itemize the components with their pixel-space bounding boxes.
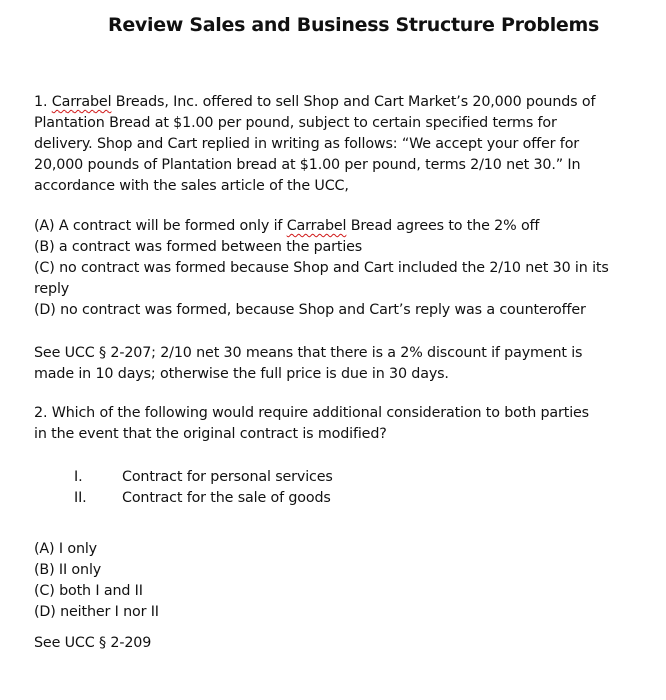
question-1-number: 1. <box>34 94 52 110</box>
choice-c-line-2: reply <box>34 281 70 297</box>
list-item-number: I. <box>74 469 83 485</box>
choice-a: (A) I only <box>34 541 97 557</box>
choice-d: (D) neither I nor II <box>34 604 159 620</box>
spellcheck-flagged-word: Carrabel <box>51 94 112 110</box>
choice-b: (B) II only <box>34 562 102 578</box>
question-2-stem <box>34 403 634 445</box>
choice-b: (B) a contract was formed between the parties <box>34 239 363 255</box>
choice-a <box>34 216 634 237</box>
choice-d: (D) no contract was formed, because Shop and Cart’s reply was a counteroffer <box>34 302 586 318</box>
question-1-line-2: Plantation Bread at $1.00 per pound, subject to certain specified terms for <box>34 115 557 131</box>
question-2-line-1: 2. Which of the following would require additional consideration to both parties <box>34 405 589 421</box>
question-2-items <box>74 467 474 509</box>
spellcheck-flagged-word: Carrabel <box>286 218 347 234</box>
list-item-number: II. <box>74 490 87 506</box>
question-1-stem <box>34 92 634 197</box>
question-1-line-1 <box>34 92 634 113</box>
choice-c-line-1: (C) no contract was formed because Shop and Cart included the 2/10 net 30 in its <box>34 260 609 276</box>
question-1-line-4: 20,000 pounds of Plantation bread at $1.00 per pound, terms 2/10 net 30.” In <box>34 157 581 173</box>
list-item-text: Contract for the sale of goods <box>122 490 331 506</box>
question-1-choices <box>34 216 634 321</box>
list-item-text: Contract for personal services <box>122 469 333 485</box>
question-1-reference <box>34 343 634 385</box>
choice-a-text-rest: Bread agrees to the 2% off <box>346 218 540 234</box>
question-1-line-3: delivery. Shop and Cart replied in writing as follows: “We accept your offer for <box>34 136 580 152</box>
question-1-line-5: accordance with the sales article of the UCC, <box>34 178 349 194</box>
reference-line-2: made in 10 days; otherwise the full price is due in 30 days. <box>34 366 449 382</box>
list-item <box>74 467 474 488</box>
question-2-choices <box>34 539 634 623</box>
list-item <box>74 488 474 509</box>
question-2-line-2: in the event that the original contract is modified? <box>34 426 387 442</box>
reference-line: See UCC § 2-209 <box>34 635 152 651</box>
question-1-line-1-rest: Breads, Inc. offered to sell Shop and Cart Market’s 20,000 pounds of <box>111 94 596 110</box>
reference-line-1: See UCC § 2-207; 2/10 net 30 means that there is a 2% discount if payment is <box>34 345 583 361</box>
question-2-reference <box>34 633 634 654</box>
choice-a-text: (A) A contract will be formed only if <box>34 218 287 234</box>
choice-c: (C) both I and II <box>34 583 143 599</box>
page-title: Review Sales and Business Structure Problems <box>108 14 599 36</box>
